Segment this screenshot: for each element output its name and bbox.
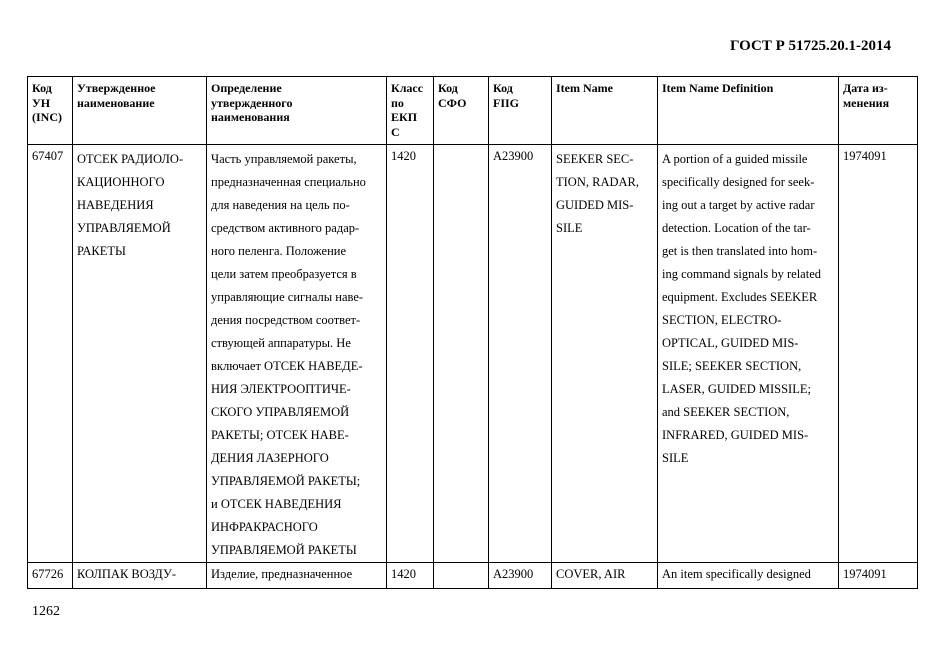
page-number: 1262: [32, 604, 60, 619]
cell-class: 1420: [387, 563, 434, 589]
cell-sfo: [434, 145, 489, 563]
header-fiig: Код FIIG: [489, 77, 552, 145]
header-date: Дата из- менения: [839, 77, 918, 145]
cell-definition: Часть управляемой ракеты, предназначенная специально для наведения на цель по- средством активного радар- ного пеленга. Положение цели затем преобразуется в управляющие сигналы наве- дения посредством соответ- ствующей аппаратуры. Не включает ОТСЕК НАВЕДЕ- НИЯ ЭЛЕКТРООПТИЧЕ- СКОГО УПРАВЛЯЕМОЙ РАКЕТЫ; ОТСЕК НАВЕ- ДЕНИЯ ЛАЗЕРНОГО УПРАВЛЯЕМОЙ РАКЕТЫ; и ОТСЕК НАВЕДЕНИЯ ИНФРАКРАСНОГО УПРАВЛЯЕМОЙ РАКЕТЫ: [207, 145, 387, 563]
cell-class: 1420: [387, 145, 434, 563]
cell-inc: 67407: [28, 145, 73, 563]
cell-approved-name: КОЛПАК ВОЗДУ-: [73, 563, 207, 589]
header-definition: Определение утвержденного наименования: [207, 77, 387, 145]
table-header-row: [28, 77, 918, 145]
cell-item-name: COVER, AIR: [552, 563, 658, 589]
catalog-table: [27, 76, 918, 589]
header-item-definition: Item Name Definition: [658, 77, 839, 145]
header-item-name: Item Name: [552, 77, 658, 145]
cell-item-definition: A portion of a guided missile specifically designed for seek- ing out a target by active radar detection. Location of the tar- get is then translated into hom- ing command signals by related equipment. Excludes SEEKER SECTION, ELECTRO- OPTICAL, GUIDED MIS- SILE; SEEKER SECTION, LASER, GUIDED MISSILE; and SEEKER SECTION, INFRARED, GUIDED MIS- SILE: [658, 145, 839, 563]
cell-item-definition: An item specifically designed: [658, 563, 839, 589]
cell-sfo: [434, 563, 489, 589]
cell-date: 1974091: [839, 563, 918, 589]
header-class: Класс по ЕКП С: [387, 77, 434, 145]
cell-fiig: A23900: [489, 563, 552, 589]
cell-approved-name: ОТСЕК РАДИОЛО- КАЦИОННОГО НАВЕДЕНИЯ УПРАВЛЯЕМОЙ РАКЕТЫ: [73, 145, 207, 563]
standard-designation: ГОСТ Р 51725.20.1-2014: [729, 38, 891, 54]
table-row: [28, 563, 918, 589]
cell-inc: 67726: [28, 563, 73, 589]
cell-date: 1974091: [839, 145, 918, 563]
cell-item-name: SEEKER SEC- TION, RADAR, GUIDED MIS- SILE: [552, 145, 658, 563]
header-sfo: Код СФО: [434, 77, 489, 145]
header-inc: Код УН (INC): [28, 77, 73, 145]
cell-fiig: A23900: [489, 145, 552, 563]
table-row: [28, 145, 918, 563]
cell-definition: Изделие, предназначенное: [207, 563, 387, 589]
header-approved-name: Утвержденное наименование: [73, 77, 207, 145]
